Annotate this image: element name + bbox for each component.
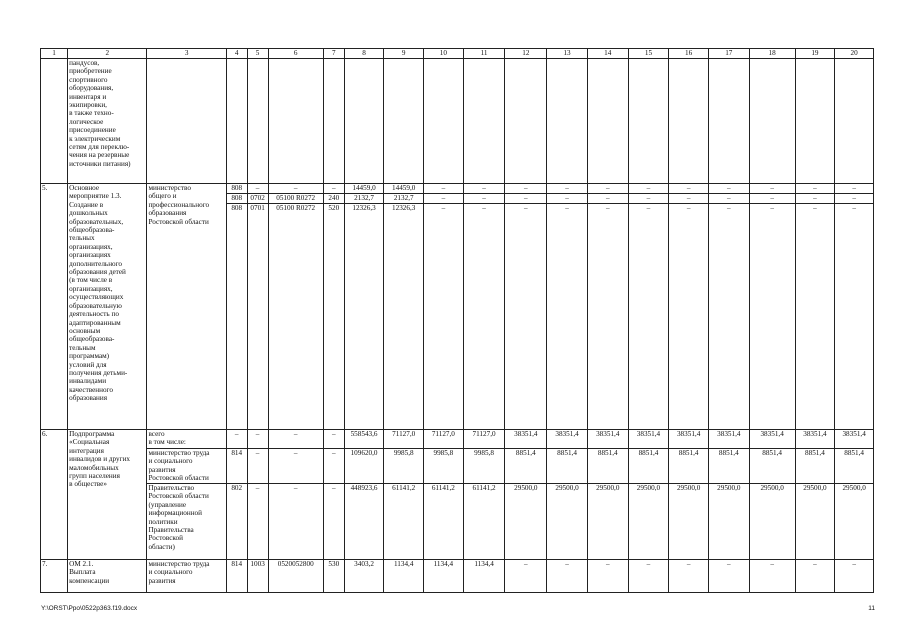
column-header: 14: [587, 49, 628, 59]
table-cell: 8851,4: [835, 449, 874, 484]
table-cell: –: [795, 184, 835, 194]
table-cell: 8851,4: [587, 449, 628, 484]
table-cell: –: [323, 484, 344, 560]
table-cell: 2132,7: [384, 194, 424, 204]
table-cell: –: [247, 484, 268, 560]
table-cell: [424, 59, 464, 184]
table-cell: –: [505, 194, 547, 204]
table-cell: [226, 59, 247, 184]
table-cell: 3403,2: [344, 560, 384, 593]
table-cell: [323, 59, 344, 184]
table-cell: 38351,4: [749, 430, 795, 449]
executor: министерство труда и социального развития Ростовской области: [147, 449, 226, 484]
header-row: [41, 49, 874, 59]
table-cell: –: [226, 430, 247, 449]
table-cell: 8851,4: [708, 449, 749, 484]
table-cell: –: [669, 194, 709, 204]
table-cell: –: [424, 184, 464, 194]
column-header: 5: [247, 49, 268, 59]
table-cell: 29500,0: [749, 484, 795, 560]
table-cell: [835, 59, 874, 184]
column-header: 11: [463, 49, 505, 59]
table-cell: 14459,0: [384, 184, 424, 194]
table-cell: 8851,4: [628, 449, 669, 484]
table-cell: –: [587, 560, 628, 593]
executor: министерство общего и профессионального образования Ростовской области: [147, 184, 226, 430]
table-cell: 1134,4: [424, 560, 464, 593]
executor: Правительство Ростовской области (управление информационной политики Правительства Ростовской области): [147, 484, 226, 560]
table-cell: –: [323, 430, 344, 449]
table-cell: 1003: [247, 560, 268, 593]
row-number: 7.: [41, 560, 68, 593]
table-cell: 71127,0: [384, 430, 424, 449]
table-cell: –: [628, 560, 669, 593]
table-cell: –: [268, 484, 323, 560]
table-cell: 814: [226, 449, 247, 484]
table-cell: [344, 59, 384, 184]
document-path: Y:\ORST\Ppo\0522p363.f19.docx: [41, 605, 138, 612]
table-row: [41, 184, 874, 194]
row-number: 5.: [41, 184, 68, 430]
column-header: 15: [628, 49, 669, 59]
table-cell: [749, 59, 795, 184]
table-cell: –: [749, 184, 795, 194]
table-cell: [384, 59, 424, 184]
column-header: 17: [708, 49, 749, 59]
table-cell: –: [835, 194, 874, 204]
table-cell: –: [587, 194, 628, 204]
budget-table: [40, 48, 874, 593]
table-cell: [247, 59, 268, 184]
table-cell: [547, 59, 588, 184]
table-cell: 1134,4: [463, 560, 505, 593]
table-cell: 8851,4: [547, 449, 588, 484]
table-cell: 61141,2: [424, 484, 464, 560]
table-cell: –: [628, 194, 669, 204]
column-header: 3: [147, 49, 226, 59]
activity-name: Подпрограмма «Социальная интеграция инвалидов и других маломобильных групп населения в обществе»: [68, 430, 147, 560]
column-header: 7: [323, 49, 344, 59]
table-cell: –: [505, 204, 547, 430]
table-cell: [587, 59, 628, 184]
table-cell: –: [628, 204, 669, 430]
table-cell: 29500,0: [835, 484, 874, 560]
table-cell: 12326,3: [384, 204, 424, 430]
table-cell: 38351,4: [835, 430, 874, 449]
column-header: 12: [505, 49, 547, 59]
table-cell: –: [587, 204, 628, 430]
table-cell: 520: [323, 204, 344, 430]
table-cell: 38351,4: [505, 430, 547, 449]
table-cell: –: [835, 204, 874, 430]
table-cell: –: [268, 449, 323, 484]
table-cell: [463, 59, 505, 184]
table-cell: 2132,7: [344, 194, 384, 204]
table-row: [41, 560, 874, 593]
table-cell: пандусов, приобретение спортивного оборудования, инвентаря и экипировки, в также техно- логическое присоединение к электрическим сетям для переклю- чения на резервные источники питания): [68, 59, 147, 184]
table-cell: 38351,4: [708, 430, 749, 449]
column-header: 2: [68, 49, 147, 59]
table-cell: –: [669, 204, 709, 430]
table-cell: [669, 59, 709, 184]
table-cell: 802: [226, 484, 247, 560]
table-cell: [505, 59, 547, 184]
table-cell: 8851,4: [795, 449, 835, 484]
column-header: 6: [268, 49, 323, 59]
table-cell: 530: [323, 560, 344, 593]
table-cell: –: [795, 204, 835, 430]
table-cell: 1134,4: [384, 560, 424, 593]
table-cell: –: [749, 204, 795, 430]
table-cell: –: [669, 560, 709, 593]
column-header: 4: [226, 49, 247, 59]
executor: всего в том числе:: [147, 430, 226, 449]
page-number: 11: [868, 605, 875, 612]
table-cell: [268, 59, 323, 184]
table-cell: –: [463, 194, 505, 204]
table-cell: 808: [226, 184, 247, 194]
table-cell: –: [547, 560, 588, 593]
table-cell: 71127,0: [424, 430, 464, 449]
table-cell: –: [708, 184, 749, 194]
column-header: 18: [749, 49, 795, 59]
table-cell: 0702: [247, 194, 268, 204]
table-cell: 38351,4: [547, 430, 588, 449]
table-cell: 29500,0: [587, 484, 628, 560]
table-cell: –: [505, 184, 547, 194]
table-cell: –: [835, 560, 874, 593]
table-cell: 0520052800: [268, 560, 323, 593]
table-cell: –: [749, 560, 795, 593]
table-cell: [41, 59, 68, 184]
column-header: 10: [424, 49, 464, 59]
table-cell: –: [247, 184, 268, 194]
table-cell: 38351,4: [628, 430, 669, 449]
executor: министерство труда и социального развития: [147, 560, 226, 593]
activity-name: Основное мероприятие 1.3. Создание в дошкольных образовательных, общеобразова- тельных организациях, организациях дополнительного образования детей (в том числе в организациях, осуществляющих образовательную деятельность по адаптированным основным общеобразова- тельным программам) условий для получения детьми- инвалидами качественного образования: [68, 184, 147, 430]
table-cell: 38351,4: [587, 430, 628, 449]
table-cell: –: [424, 194, 464, 204]
table-cell: 448923,6: [344, 484, 384, 560]
table-cell: 61141,2: [384, 484, 424, 560]
row-number: 6.: [41, 430, 68, 560]
table-cell: 9985,8: [384, 449, 424, 484]
table-cell: –: [708, 560, 749, 593]
table-cell: 9985,8: [463, 449, 505, 484]
table-cell: –: [587, 184, 628, 194]
table-cell: –: [708, 204, 749, 430]
table-cell: [795, 59, 835, 184]
table-cell: –: [795, 560, 835, 593]
table-cell: –: [835, 184, 874, 194]
table-cell: –: [669, 184, 709, 194]
table-cell: 61141,2: [463, 484, 505, 560]
table-cell: –: [795, 194, 835, 204]
table-cell: 38351,4: [795, 430, 835, 449]
table-cell: –: [268, 430, 323, 449]
table-cell: 05100 R0272: [268, 204, 323, 430]
table-cell: –: [547, 204, 588, 430]
table-cell: 14459,0: [344, 184, 384, 194]
table-cell: 29500,0: [795, 484, 835, 560]
table-cell: –: [708, 194, 749, 204]
table-cell: –: [424, 204, 464, 430]
column-header: 16: [669, 49, 709, 59]
table-cell: 8851,4: [749, 449, 795, 484]
table-cell: 71127,0: [463, 430, 505, 449]
table-cell: 29500,0: [669, 484, 709, 560]
table-cell: 9985,8: [424, 449, 464, 484]
table-cell: 8851,4: [505, 449, 547, 484]
table-cell: –: [505, 560, 547, 593]
table-cell: 240: [323, 194, 344, 204]
table-cell: 29500,0: [505, 484, 547, 560]
table-cell: –: [463, 204, 505, 430]
table-cell: 814: [226, 560, 247, 593]
table-cell: 29500,0: [628, 484, 669, 560]
table-cell: –: [323, 184, 344, 194]
table-cell: [147, 59, 226, 184]
table-cell: 38351,4: [669, 430, 709, 449]
table-cell: 29500,0: [547, 484, 588, 560]
table-cell: –: [323, 449, 344, 484]
column-header: 8: [344, 49, 384, 59]
table-cell: 109620,0: [344, 449, 384, 484]
table-cell: –: [628, 184, 669, 194]
column-header: 20: [835, 49, 874, 59]
table-cell: 558543,6: [344, 430, 384, 449]
table-cell: –: [463, 184, 505, 194]
table-cell: 0701: [247, 204, 268, 430]
table-cell: 05100 R0272: [268, 194, 323, 204]
table-cell: –: [247, 430, 268, 449]
table-row: [41, 484, 874, 560]
column-header: 13: [547, 49, 588, 59]
table-cell: –: [547, 184, 588, 194]
column-header: 9: [384, 49, 424, 59]
table-row: [41, 430, 874, 449]
table-cell: –: [547, 194, 588, 204]
table-row: [41, 59, 874, 184]
table-cell: –: [247, 449, 268, 484]
table-cell: 8851,4: [669, 449, 709, 484]
table-row: [41, 449, 874, 484]
activity-name: ОМ 2.1. Выплата компенсации: [68, 560, 147, 593]
column-header: 19: [795, 49, 835, 59]
table-cell: –: [749, 194, 795, 204]
column-header: 1: [41, 49, 68, 59]
table-cell: 12326,3: [344, 204, 384, 430]
table-cell: 808: [226, 194, 247, 204]
table-cell: 808: [226, 204, 247, 430]
table-cell: –: [268, 184, 323, 194]
table-cell: 29500,0: [708, 484, 749, 560]
table-cell: [708, 59, 749, 184]
table-cell: [628, 59, 669, 184]
